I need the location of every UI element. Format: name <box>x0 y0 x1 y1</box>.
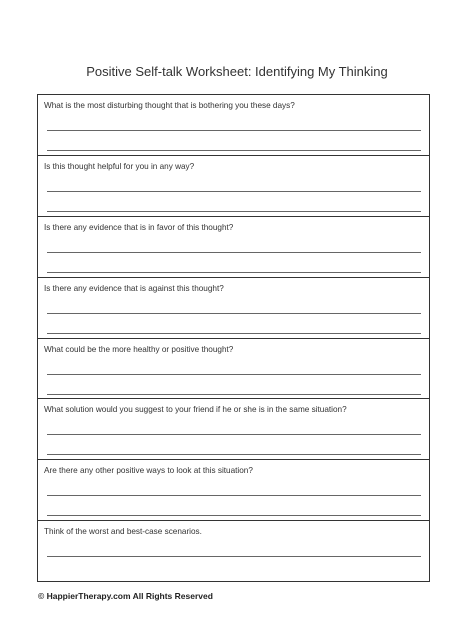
question-text: What could be the more healthy or positive thought? <box>44 344 234 354</box>
answer-line <box>47 313 421 314</box>
question-block-5 <box>38 339 429 400</box>
answer-line <box>47 515 421 516</box>
question-text: Are there any other positive ways to look at this situation? <box>44 466 253 476</box>
answer-line <box>47 394 421 395</box>
question-text: Is there any evidence that is in favor of this thought? <box>44 222 234 232</box>
answer-line <box>47 556 421 557</box>
answer-line <box>47 211 421 212</box>
answer-line <box>47 150 421 151</box>
answer-line <box>47 333 421 334</box>
question-block-2 <box>38 156 429 217</box>
answer-line <box>47 272 421 273</box>
answer-line <box>47 434 421 435</box>
question-block-7 <box>38 460 429 521</box>
question-block-3 <box>38 217 429 278</box>
answer-line <box>47 191 421 192</box>
question-text: Is there any evidence that is against this thought? <box>44 283 224 293</box>
question-text: Think of the worst and best-case scenarios. <box>44 527 202 537</box>
question-block-6 <box>38 399 429 460</box>
answer-line <box>47 454 421 455</box>
answer-line <box>47 130 421 131</box>
question-block-8 <box>38 521 429 581</box>
worksheet-title: Positive Self-talk Worksheet: Identifying My Thinking <box>86 64 388 79</box>
answer-line <box>47 495 421 496</box>
question-text: What solution would you suggest to your friend if he or she is in the same situation? <box>44 405 347 415</box>
answer-line <box>47 374 421 375</box>
question-block-1 <box>38 95 429 156</box>
copyright-footer: © HappierTherapy.com All Rights Reserved <box>38 591 213 601</box>
question-text: Is this thought helpful for you in any way? <box>44 161 195 171</box>
question-text: What is the most disturbing thought that is bothering you these days? <box>44 101 295 110</box>
answer-line <box>47 252 421 253</box>
worksheet-table <box>37 94 430 582</box>
question-block-4 <box>38 278 429 339</box>
